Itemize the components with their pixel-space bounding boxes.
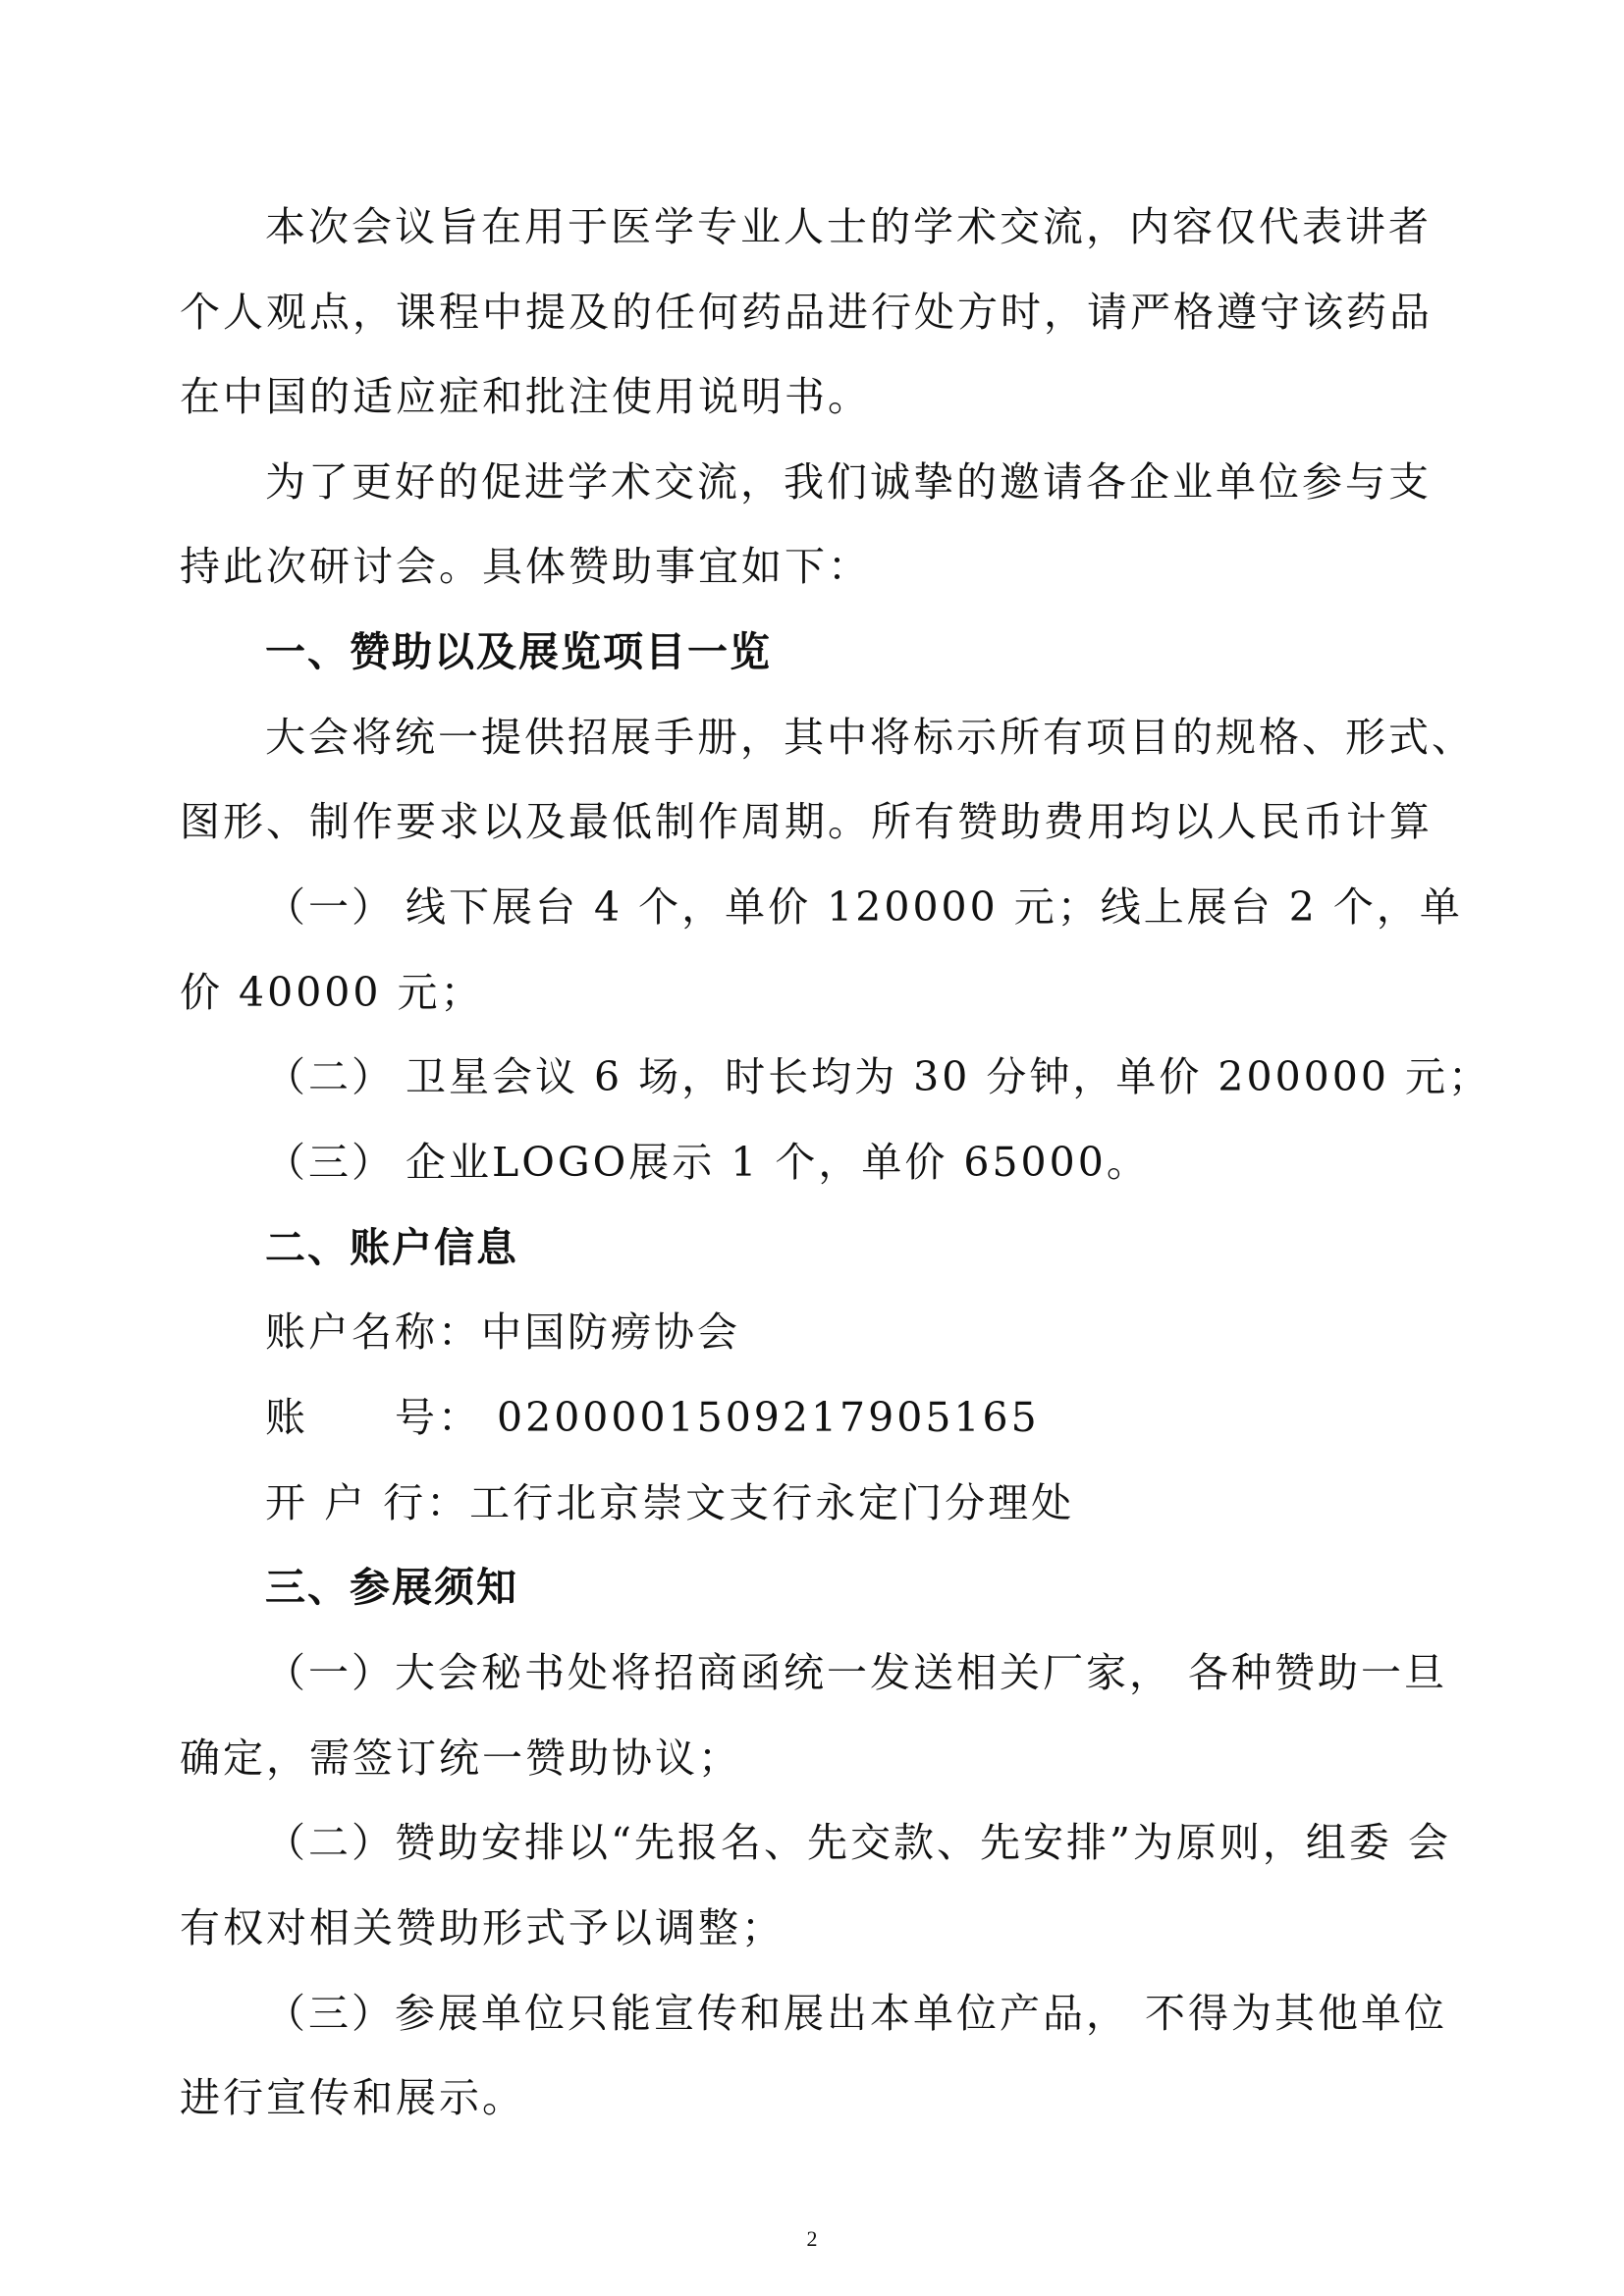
item-label: （二） [265, 1053, 395, 1100]
section-3-item-3-line-1: （三）参展单位只能宣传和展出本单位产品， 不得为其他单位 [265, 1990, 1448, 2037]
page-number: 2 [806, 2226, 818, 2251]
item-label: （三） [265, 1139, 395, 1186]
item-text: 企业LOGO展示 1 个，单价 65000。 [406, 1139, 1150, 1186]
account-name: 账户名称：中国防痨协会 [265, 1308, 740, 1356]
intro-paragraph-2-line-1: 为了更好的促进学术交流，我们诚挚的邀请各企业单位参与支 [265, 458, 1432, 506]
section-3-item-3-line-2: 进行宣传和展示。 [180, 2074, 525, 2121]
section-3-heading: 三、参展须知 [265, 1564, 518, 1611]
section-1-item-2 [265, 1046, 1542, 1107]
section-3-item-2-line-2: 有权对相关赞助形式予以调整； [180, 1904, 785, 1951]
account-number: 账 号： 0200001509217905165 [265, 1394, 1040, 1441]
item-text: 线下展台 4 个，单价 120000 元；线上展台 2 个，单 [406, 883, 1463, 931]
section-3-item-1-line-2: 确定，需签订统一赞助协议； [180, 1735, 741, 1782]
intro-paragraph-1-line-3: 在中国的适应症和批注使用说明书。 [180, 373, 871, 420]
intro-paragraph-1-line-1: 本次会议旨在用于医学专业人士的学术交流，内容仅代表讲者 [265, 203, 1432, 250]
section-1-heading: 一、赞助以及展览项目一览 [265, 628, 772, 675]
account-bank: 开 户 行：工行北京崇文支行永定门分理处 [265, 1479, 1075, 1526]
intro-paragraph-1-line-2: 个人观点，课程中提及的任何药品进行处方时，请严格遵守该药品 [180, 289, 1433, 336]
section-3-item-2-line-1: （二）赞助安排以“先报名、先交款、先安排”为原则，组委 会 [265, 1819, 1451, 1866]
section-3-item-1-line-1: （一）大会秘书处将招商函统一发送相关厂家， 各种赞助一旦 [265, 1649, 1448, 1696]
section-1-item-3 [265, 1132, 1542, 1193]
intro-paragraph-2-line-2: 持此次研讨会。具体赞助事宜如下： [180, 543, 871, 590]
section-2-heading: 二、账户信息 [265, 1224, 518, 1271]
item-text: 卫星会议 6 场，时长均为 30 分钟，单价 200000 元； [406, 1053, 1491, 1100]
section-1-item-1-continuation: 价 40000 元； [180, 969, 484, 1016]
section-1-item-1 [265, 877, 1542, 937]
item-label: （一） [265, 883, 395, 931]
section-1-description-line-1: 大会将统一提供招展手册，其中将标示所有项目的规格、形式、 [265, 714, 1475, 761]
section-1-description-line-2: 图形、制作要求以及最低制作周期。所有赞助费用均以人民币计算 [180, 798, 1433, 845]
